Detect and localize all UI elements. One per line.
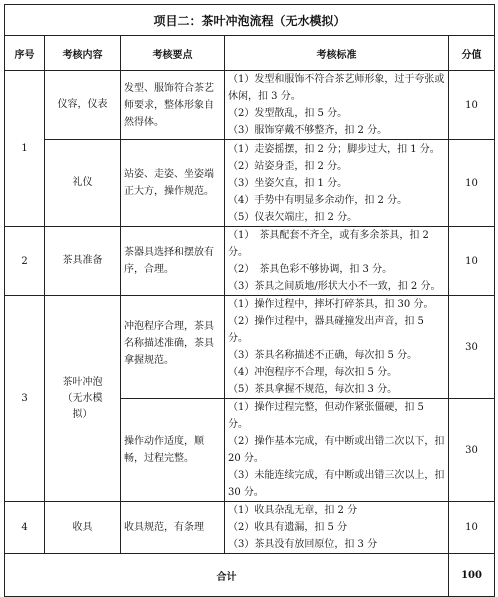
row-score: 10: [449, 140, 495, 227]
row-score: 30: [449, 399, 495, 502]
total-score: 100: [449, 554, 495, 597]
row-points: 茶器具选择和摆放有序，合理。: [121, 227, 225, 296]
row-standards: [225, 71, 449, 140]
row-score: 10: [449, 71, 495, 140]
header-row: [5, 36, 495, 71]
row-content: 茶叶冲泡（无水模拟）: [45, 296, 121, 502]
header-content: 考核内容: [45, 36, 121, 71]
standard-line: （1）收具杂乱无章，扣 2 分: [228, 505, 358, 516]
row-score: 10: [449, 227, 495, 296]
standard-line: （3）未能连续完成，有中断或出错三次以上，扣 30 分。: [228, 470, 455, 498]
standard-line: （3）茶具没有放回原位，扣 3 分: [228, 539, 378, 550]
standard-line: （2）操作基本完成，有中断或出错二次以下，扣 20 分。: [228, 436, 445, 464]
standard-line: （5）仪表欠端庄，扣 2 分。: [228, 211, 358, 223]
row-standards: [225, 227, 449, 296]
header-score: 分值: [449, 36, 495, 71]
row-standards: [225, 296, 449, 399]
standard-line: （3）茶具名称描述不正确，每次扣 5 分。: [228, 350, 418, 361]
row-points: 发型、服饰符合茶艺师要求，整体形象自然得体。: [121, 71, 225, 140]
row-seq: 4: [5, 502, 45, 554]
row-content: 礼仪: [45, 140, 121, 227]
table-row: [5, 296, 495, 399]
standard-line: （2）收具有遗漏，扣 5 分: [228, 522, 348, 533]
row-content: 仪容，仪表: [45, 71, 121, 140]
row-points: 冲泡程序合理，茶具名称描述准确，茶具拿握规范。: [121, 296, 225, 399]
row-seq: 1: [5, 71, 45, 227]
table-title: 项目二：茶叶冲泡流程（无水模拟）: [5, 5, 495, 36]
standard-line: （4）手势中有明显多余动作，扣 2 分。: [228, 194, 408, 206]
row-content: 茶具准备: [45, 227, 121, 296]
total-label: 合计: [5, 554, 449, 597]
standard-line: （2）站姿身歪，扣 2 分。: [228, 160, 348, 172]
standard-line: （1）发型和服饰不符合茶艺师形象，过于夸张或休闲，扣 3 分。: [228, 74, 445, 102]
header-points: 考核要点: [121, 36, 225, 71]
standard-line: （2） 茶具色彩不够协调，扣 3 分。: [228, 264, 393, 275]
row-points: 操作动作适度，顺畅，过程完整。: [121, 399, 225, 502]
standard-line: （3）茶具之间质地/形状大小不一致，扣 2 分。: [228, 281, 441, 292]
standard-line: （1）操作过程中，摔坏打碎茶具，扣 30 分。: [228, 299, 434, 310]
row-score: 10: [449, 502, 495, 554]
row-seq: 2: [5, 227, 45, 296]
row-content: 收具: [45, 502, 121, 554]
row-standards: [225, 399, 455, 502]
standard-line: （3）服饰穿戴不够整齐，扣 2 分。: [228, 125, 388, 136]
standard-line: （1）操作过程完整，但动作紧张僵硬，扣 5 分。: [228, 402, 424, 430]
total-row: [5, 554, 495, 597]
standard-line: （2）发型散乱，扣 5 分。: [228, 108, 348, 119]
standard-line: （3）坐姿欠直，扣 1 分。: [228, 177, 348, 189]
row-points: 站姿、走姿、坐姿端正大方，操作规范。: [121, 140, 225, 227]
row-seq: 3: [5, 296, 45, 502]
row-points: 收具规范，有条理: [121, 502, 225, 554]
standard-line: （5）茶具拿握不规范，每次扣 3 分。: [228, 384, 398, 395]
standard-line: （2）操作过程中，器具碰撞发出声音，扣 5 分。: [228, 316, 424, 344]
table-row: [5, 71, 495, 140]
row-standards: [225, 502, 449, 554]
table-row: [5, 502, 495, 554]
row-standards: [225, 140, 449, 227]
standard-line: （1） 茶具配套不齐全，或有多余茶具，扣 2 分。: [228, 230, 429, 258]
assessment-table: [4, 4, 495, 597]
standard-line: （4）冲泡程序不合理，每次扣 5 分。: [228, 367, 398, 378]
table-row: [5, 140, 495, 227]
header-standard: 考核标准: [225, 36, 449, 71]
header-seq: 序号: [5, 36, 45, 71]
assessment-table-container: [4, 4, 494, 597]
table-row: [5, 227, 495, 296]
standard-line: （1）走姿摇摆，扣 2 分；脚步过大，扣 1 分。: [228, 143, 440, 155]
row-score: 30: [449, 296, 495, 399]
